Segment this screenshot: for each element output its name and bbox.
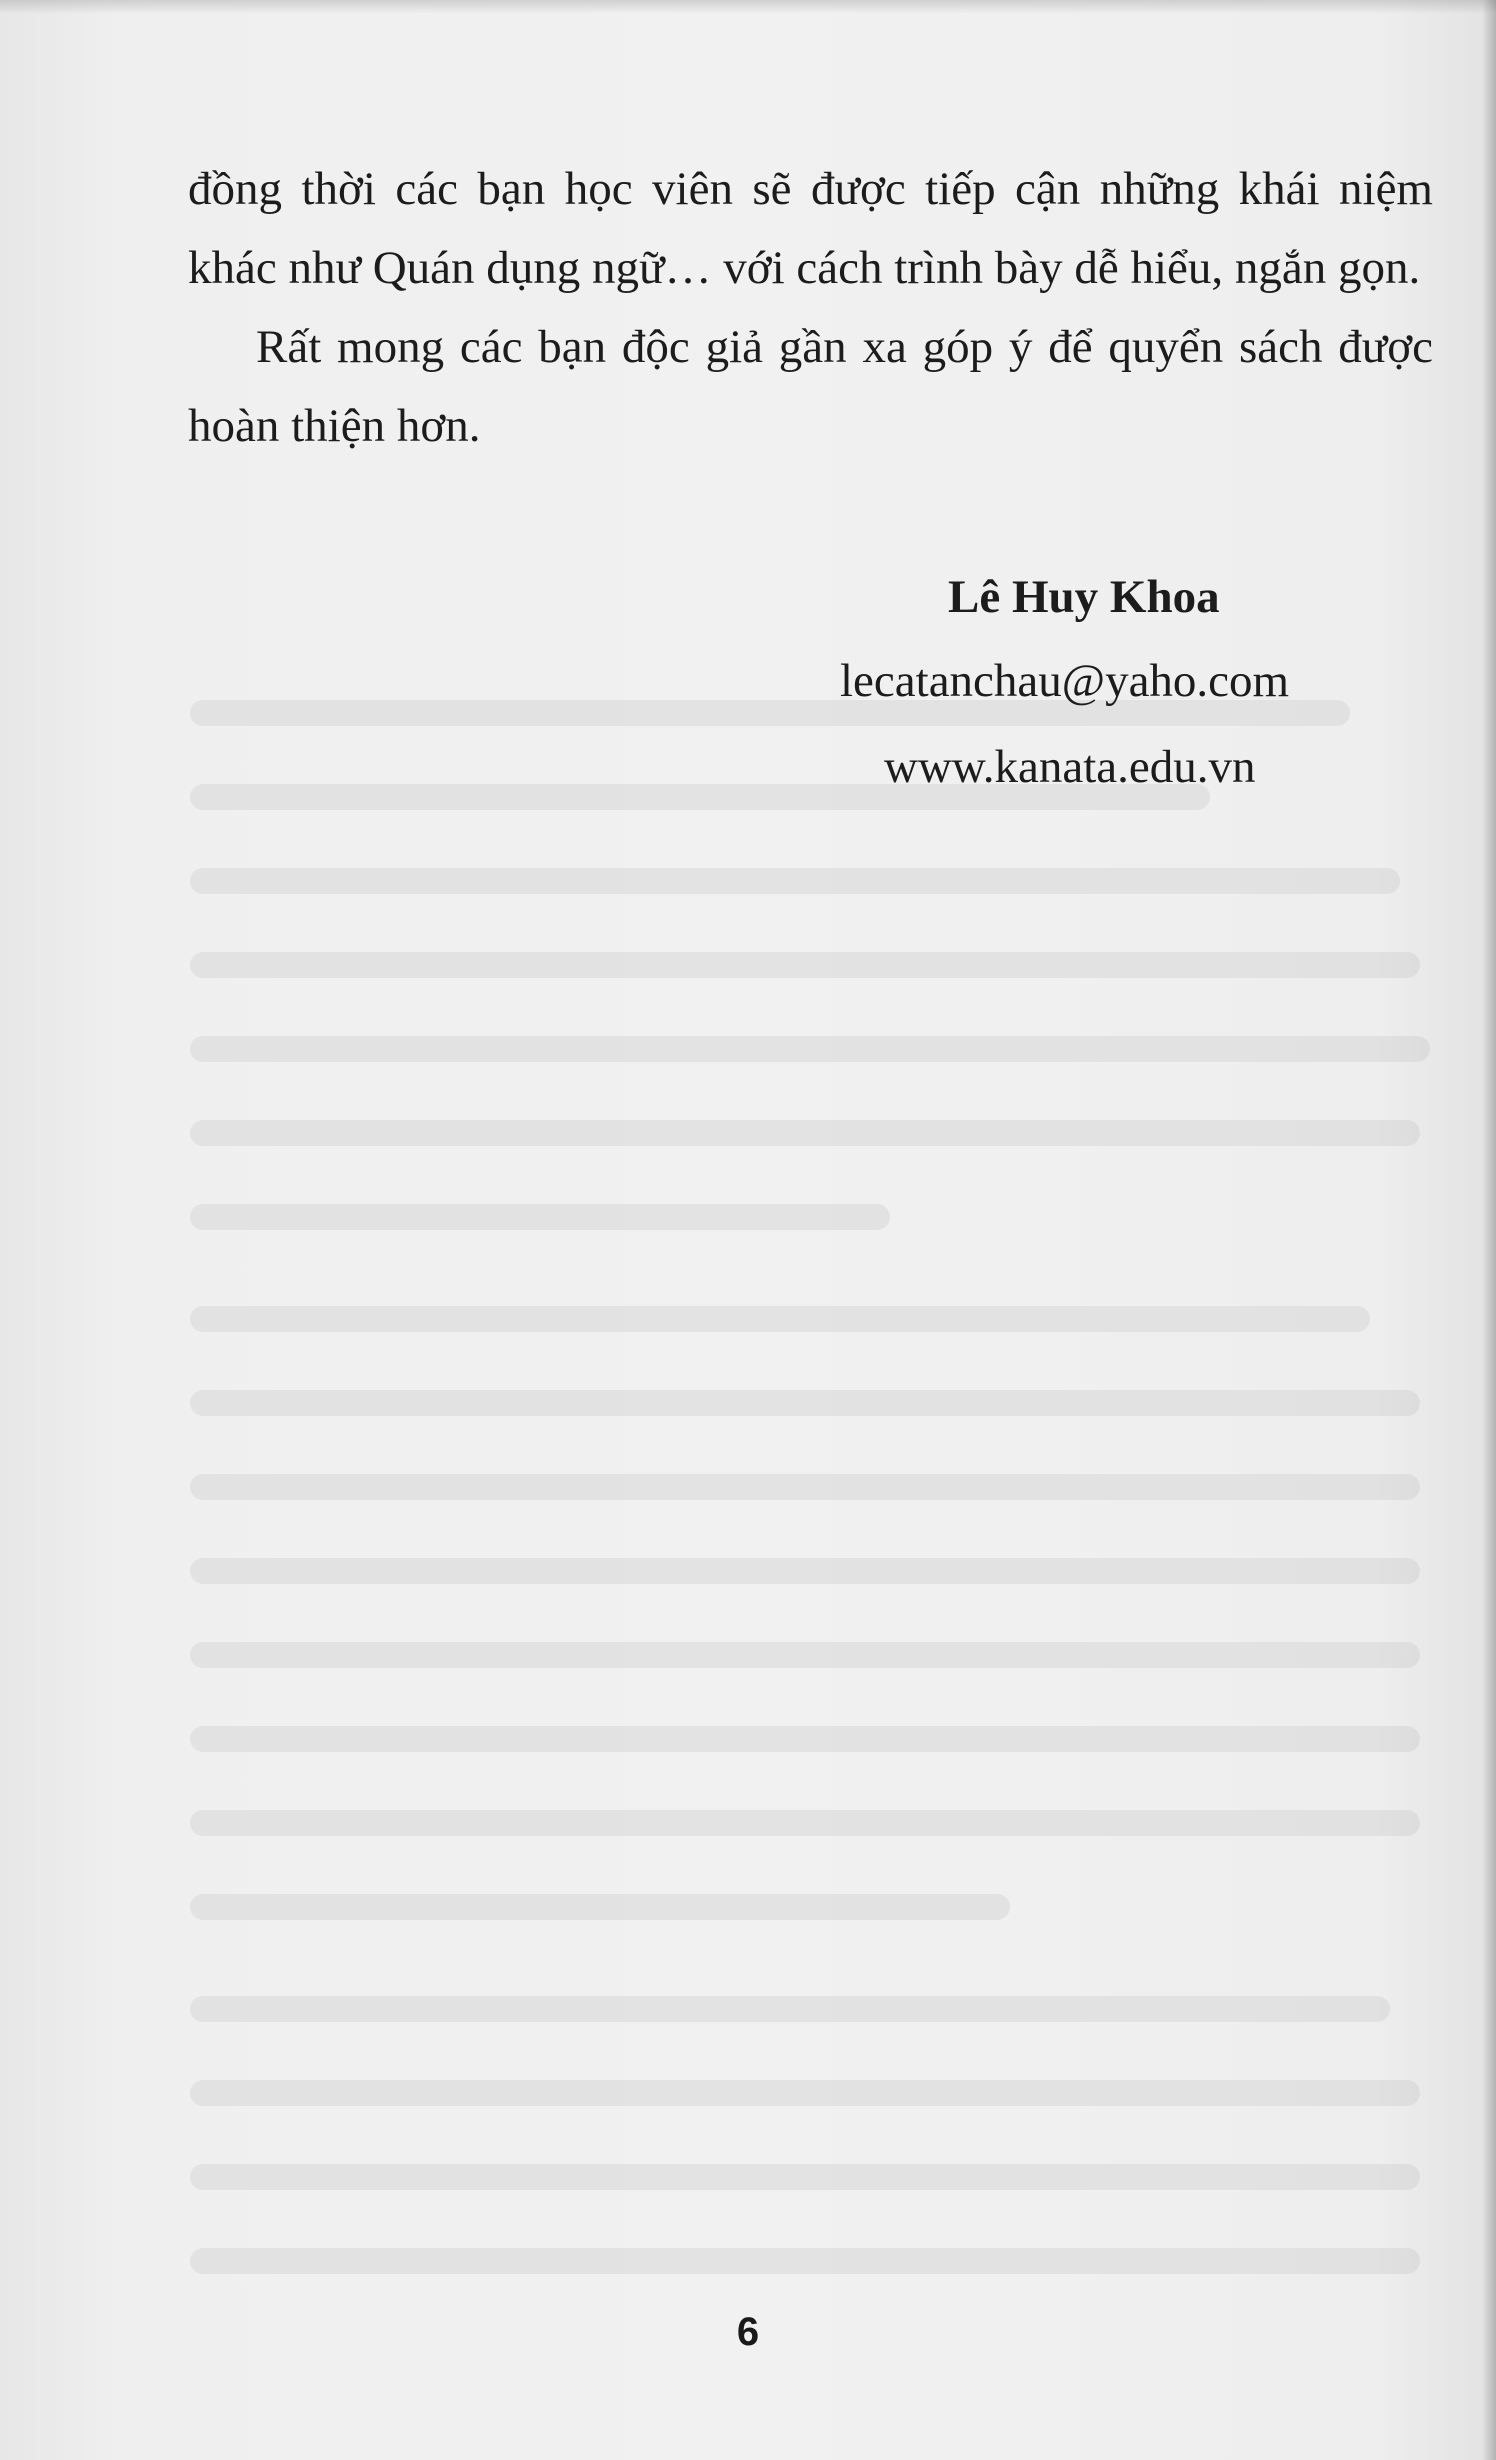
author-website: www.kanata.edu.vn bbox=[884, 741, 1256, 793]
paragraph-closing: Rất mong các bạn độc giả gần xa góp ý để quyển sách được hoàn thiện hơn. bbox=[188, 321, 1433, 452]
author-name: Lê Huy Khoa bbox=[948, 571, 1220, 623]
author-email: lecatanchau@yaho.com bbox=[840, 655, 1290, 707]
page-body bbox=[188, 150, 1433, 466]
paragraph-continuation: đồng thời các bạn học viên sẽ được tiếp cận những khái niệm khác như Quán dụng ngữ… với cách trình bày dễ hiểu, ngắn gọn. bbox=[188, 163, 1433, 294]
page-right-shadow bbox=[1482, 0, 1496, 2460]
page-top-shadow bbox=[0, 0, 1496, 14]
page-number: 6 bbox=[736, 2310, 760, 2354]
